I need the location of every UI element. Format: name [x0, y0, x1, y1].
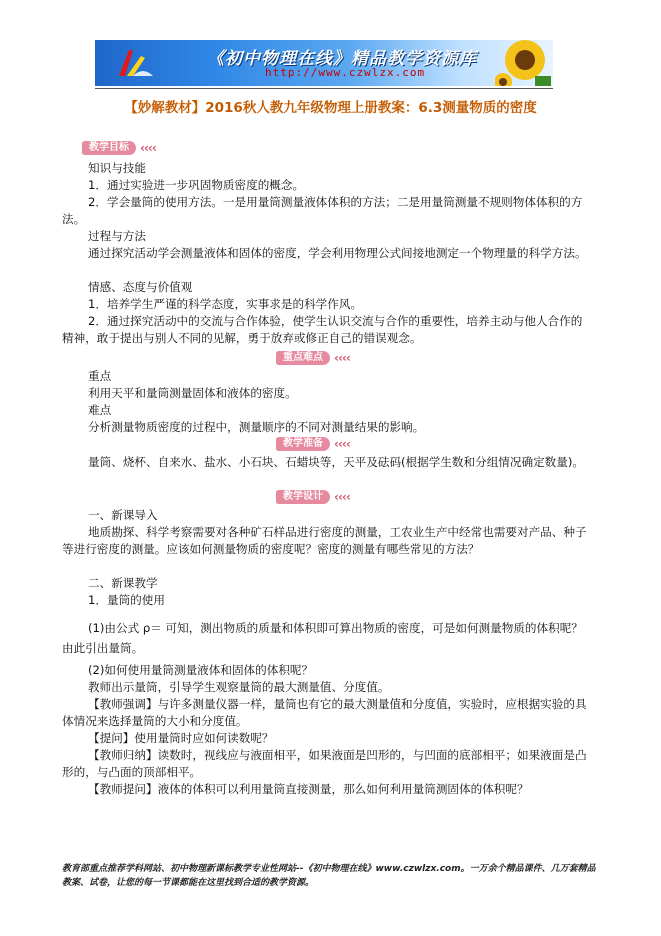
goals-line-3: 通过探究活动学会测量液体和固体的密度，学会利用物理公式间接地测定一个物理量的科学方法。 — [88, 246, 587, 260]
section-label: 教学设计 — [276, 490, 330, 504]
chevrons-icon: ‹‹‹‹ — [334, 490, 350, 504]
goals-heading-emotion: 情感、态度与价值观 — [88, 280, 193, 294]
goals-heading-process: 过程与方法 — [88, 229, 146, 243]
design-line-question: (2)如何使用量筒测量液体和固体的体积呢？ — [88, 663, 314, 677]
section-header-goals — [82, 141, 156, 155]
design-heading-intro: 一、新课导入 — [88, 508, 158, 522]
site-logo-icon — [113, 46, 157, 82]
page-footer: 教育部重点推荐学科网站、初中物理新课标教学专业性网站--《初中物理在线》www.czwlzx.com。一万余个精品课件、几万套精品教案、试卷，让您的每一节课都能在这里找到合适的教学资源。 — [62, 864, 596, 888]
design-heading-cylinder: 1．量筒的使用 — [88, 593, 165, 607]
design-line-emphasis: 【教师强调】与许多测量仪器一样，量筒也有它的最大测量值和分度值，实验时，应根据实验的具体情况来选择量筒的大小和分度值。 — [62, 697, 587, 728]
design-line-ask-reading: 【提问】使用量筒时应如何读数呢？ — [88, 731, 274, 745]
section-header-key — [276, 351, 350, 365]
section-label: 重点难点 — [276, 351, 330, 365]
header-banner — [95, 40, 553, 86]
chevrons-icon: ‹‹‹‹ — [140, 141, 156, 155]
goals-line-1: 1．通过实验进一步巩固物质密度的概念。 — [88, 178, 305, 192]
document-title: 【妙解教材】2016秋人教九年级物理上册教案：6.3测量物质的密度 — [124, 100, 537, 116]
section-label: 教学目标 — [82, 141, 136, 155]
goals-heading-knowledge: 知识与技能 — [88, 161, 146, 175]
section-header-prep — [276, 437, 350, 451]
difficulty-heading: 难点 — [88, 403, 112, 417]
banner-url[interactable]: http://www.czwlzx.com — [265, 66, 426, 79]
sunflower-icon — [495, 40, 551, 86]
key-line-1: 利用天平和量筒测量固体和液体的密度。 — [88, 386, 297, 400]
section-header-design — [276, 490, 350, 504]
chevrons-icon: ‹‹‹‹ — [334, 351, 350, 365]
header-rule — [95, 88, 553, 89]
design-line-summary: 【教师归纳】读数时，视线应与液面相平，如果液面是凹形的，与凹面的底部相平；如果液面是凸形的，与凸面的顶部相平。 — [62, 748, 587, 779]
difficulty-line-1: 分析测量物质密度的过程中，测量顺序的不同对测量结果的影响。 — [88, 420, 425, 434]
section-label: 教学准备 — [276, 437, 330, 451]
chevrons-icon: ‹‹‹‹ — [334, 437, 350, 451]
goals-line-4: 1．培养学生严谨的科学态度，实事求是的科学作风。 — [88, 297, 363, 311]
design-heading-teaching: 二、新课教学 — [88, 576, 158, 590]
key-heading: 重点 — [88, 369, 112, 383]
prep-line-1: 量筒、烧杯、自来水、盐水、小石块、石蜡块等，天平及砝码(根据学生数和分组情况确定数量)。 — [88, 455, 584, 469]
design-line-formula: (1)由公式 ρ＝ 可知，测出物质的质量和体积即可算出物质的密度，可是如何测量物质的体积呢？由此引出量筒。 — [62, 621, 583, 655]
goals-line-5: 2．通过探究活动中的交流与合作体验，使学生认识交流与合作的重要性，培养主动与他人合作的精神，敢于提出与别人不同的见解，勇于放弃或修正自己的错误观念。 — [62, 314, 583, 345]
banner-title: 《初中物理在线》精品教学资源库 — [207, 49, 477, 69]
goals-line-2: 2．学会量筒的使用方法。一是用量筒测量液体体积的方法；二是用量筒测量不规则物体体积的方法。 — [62, 195, 583, 226]
design-intro-text: 地质勘探、科学考察需要对各种矿石样品进行密度的测量，工农业生产中经常也需要对产品、种子等进行密度的测量。应该如何测量物质的密度呢？密度的测量有哪些常见的方法？ — [62, 525, 587, 556]
design-line-show: 教师出示量筒，引导学生观察量筒的最大测量值、分度值。 — [88, 680, 390, 694]
design-line-ask-solid: 【教师提问】液体的体积可以利用量筒直接测量，那么如何利用量筒测固体的体积呢？ — [88, 782, 529, 796]
